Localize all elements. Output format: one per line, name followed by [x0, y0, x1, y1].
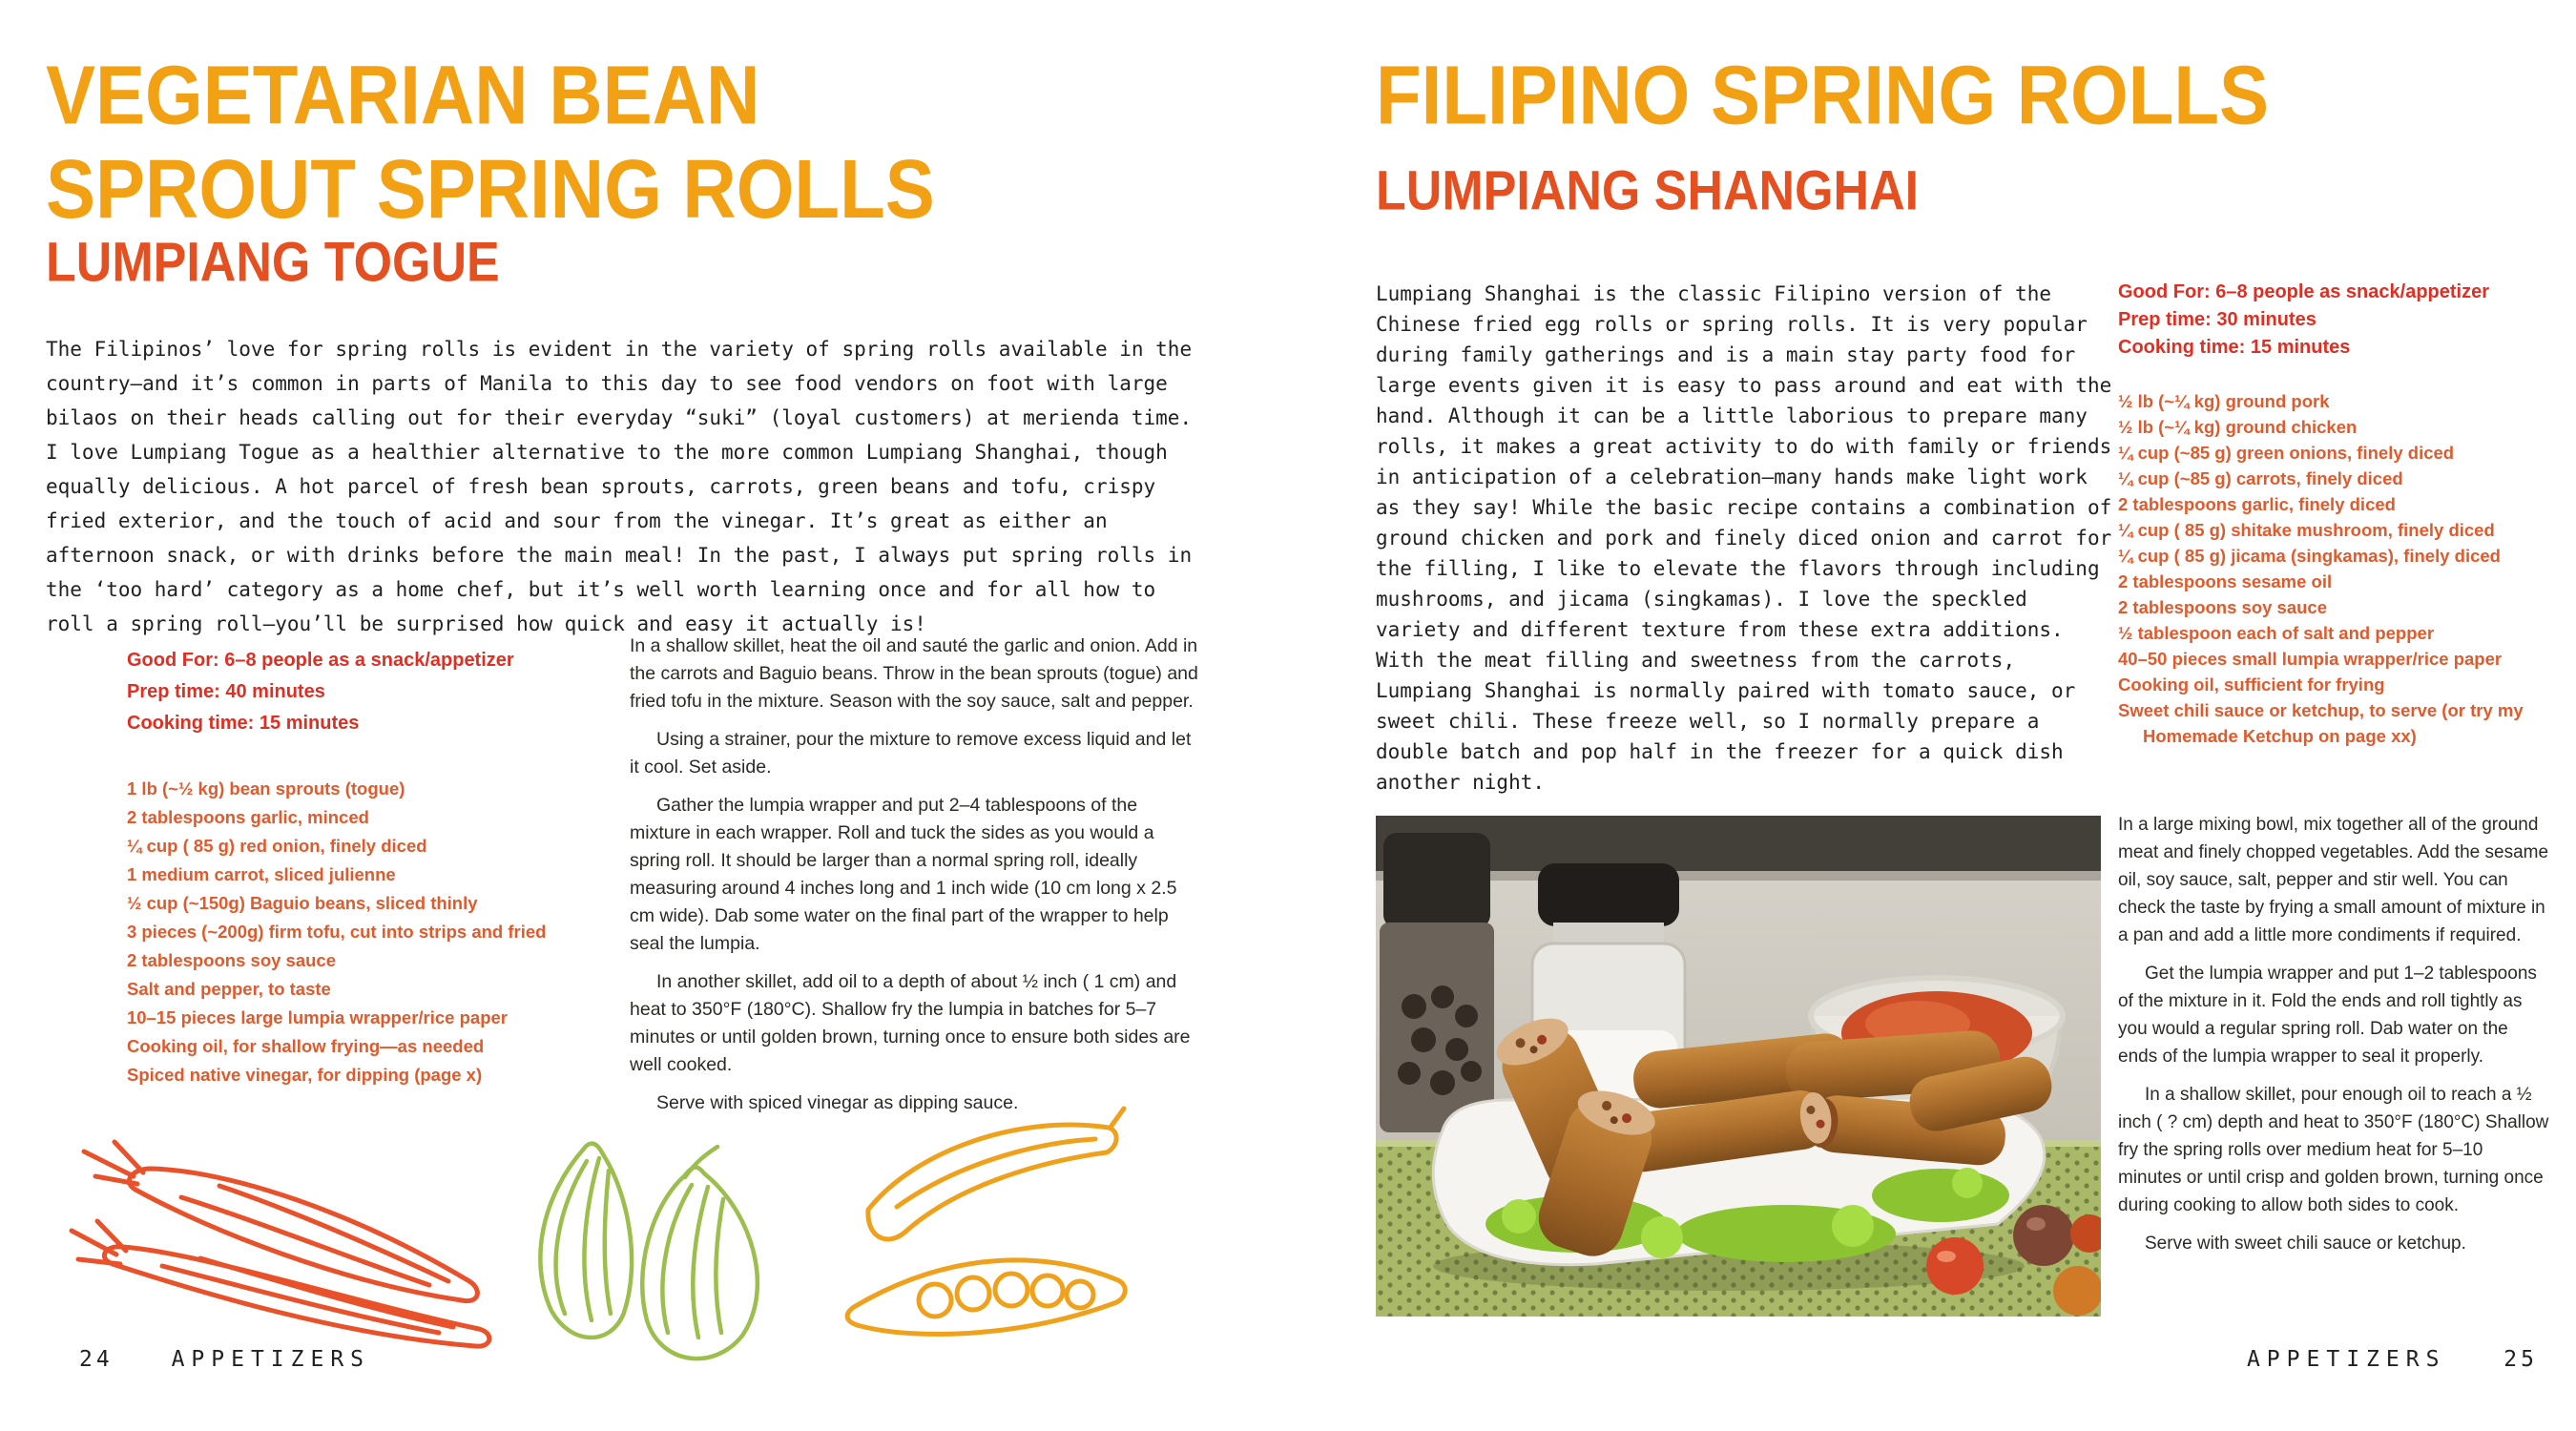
ingredient-item: 2 tablespoons garlic, finely diced: [2118, 494, 2396, 514]
right-page-title: FILIPINO SPRING ROLLS: [1376, 48, 2270, 142]
right-cooking-time: Cooking time: 15 minutes: [2118, 337, 2351, 358]
spring-rolls-photo: [1376, 816, 2101, 1317]
ingredient-item: 1 lb (~½ kg) bean sprouts (togue): [127, 778, 405, 798]
left-good-for: Good For: 6–8 people as a snack/appetizer: [127, 650, 514, 671]
pea-pods-illustration: [830, 1097, 1145, 1369]
ingredient-item: Cooking oil, sufficient for frying: [2118, 674, 2385, 695]
left-method-steps: [630, 633, 1202, 1128]
right-page-subtitle: LUMPIANG SHANGHAI: [1376, 160, 1920, 222]
ingredient-item: Sweet chili sauce or ketchup, to serve (or try my Homemade Ketchup on page xx): [2118, 700, 2524, 746]
ingredient-item: 3 pieces (~200g) firm tofu, cut into strips and fried: [127, 922, 547, 942]
onions-illustration: [496, 1118, 801, 1376]
ingredient-item: ½ lb (~¼ kg) ground chicken: [2118, 417, 2358, 437]
right-intro-paragraph: Lumpiang Shanghai is the classic Filipino version of the Chinese fried egg rolls or spring rolls. It is very popular during family gatherings and is a main stay party food for large events given it is easy to pass around and eat with the hand. Although it can be a little laborious to prepare many rolls, it makes a great activity to do with family or friends in anticipation of a celebration—many hands make light work as they say! While the basic recipe contains a combination of ground chicken and pork and finely diced onion and carrot for the filling, I like to elevate the flavors through including mushrooms, and jicama (singkamas). I love the speckled variety and different texture from these extra additions. With the meat filling and sweetness from the carrots, Lumpiang Shanghai is normally paired with tomato sauce, or sweet chili. These freeze well, so I normally prepare a double batch and pop half in the freezer for a quick dish another night.: [1376, 282, 2112, 794]
right-ingredient-list: [2118, 388, 2549, 749]
ingredient-item: ¼ cup ( 85 g) red onion, finely diced: [127, 836, 427, 856]
ingredient-item: ¼ cup ( 85 g) jicama (singkamas), finely diced: [2118, 546, 2501, 566]
right-recipe-info: [2118, 279, 2489, 362]
left-page-title: [46, 48, 935, 236]
method-paragraph: Serve with spiced vinegar as dipping sauce.: [656, 1092, 1019, 1113]
ingredient-item: Salt and pepper, to taste: [127, 979, 331, 999]
left-intro-paragraph: The Filipinos’ love for spring rolls is evident in the variety of spring rolls available in the country—and it’s common in parts of Manila to this day to see food vendors on foot with large bilaos on their heads calling out for their everyday “suki” (loyal customers) at merienda time. I love Lumpiang Togue as a healthier alternative to the more common Lumpiang Shanghai, though equally delicious. A hot parcel of fresh bean sprouts, carrots, green beans and tofu, crispy fried exterior, and the touch of acid and sour from the vinegar. It’s great as either an afternoon snack, or with drinks before the main meal! In the past, I always put spring rolls in the ‘too hard’ category as a home chef, but it’s well worth learning once and for all how to roll a spring roll—you’ll be surprised how quick and easy it actually is!: [46, 338, 1193, 635]
ingredient-item: 40–50 pieces small lumpia wrapper/rice paper: [2118, 649, 2503, 669]
ingredient-item: 1 medium carrot, sliced julienne: [127, 864, 396, 884]
ingredient-item: ¼ cup (~85 g) carrots, finely diced: [2118, 468, 2403, 488]
right-method-steps: [2118, 811, 2549, 1268]
left-page-number: 24: [79, 1347, 114, 1372]
method-paragraph: In another skillet, add oil to a depth of about ½ inch ( 1 cm) and heat to 350°F (180°C). Shallow fry the lumpia in batches for 5–7 minutes or until golden brown, turning once to ensure both sides are well cooked.: [630, 971, 1191, 1075]
left-page-subtitle: LUMPIANG TOGUE: [46, 232, 500, 294]
right-prep-time: Prep time: 30 minutes: [2118, 309, 2316, 330]
right-page-footer: [2099, 1347, 2538, 1372]
ingredient-item: 10–15 pieces large lumpia wrapper/rice paper: [127, 1007, 508, 1027]
ingredient-item: 2 tablespoons soy sauce: [2118, 597, 2328, 617]
ingredient-item: Cooking oil, for shallow frying—as needed: [127, 1036, 485, 1056]
ingredient-item: ½ lb (~¼ kg) ground pork: [2118, 391, 2330, 411]
left-title-line1: VEGETARIAN BEAN: [46, 48, 760, 142]
left-recipe-info: [127, 645, 514, 739]
ingredient-item: ½ tablespoon each of salt and pepper: [2118, 623, 2435, 643]
left-cooking-time: Cooking time: 15 minutes: [127, 713, 360, 734]
ingredient-item: 2 tablespoons soy sauce: [127, 950, 337, 970]
carrots-illustration: [38, 1130, 534, 1355]
ingredient-item: ¼ cup ( 85 g) shitake mushroom, finely diced: [2118, 520, 2495, 540]
ingredient-item: 2 tablespoons garlic, minced: [127, 807, 369, 827]
ingredient-item: 2 tablespoons sesame oil: [2118, 571, 2333, 591]
right-page-number: 25: [2503, 1347, 2538, 1372]
left-title-line2: SPROUT SPRING ROLLS: [46, 141, 935, 237]
ingredient-item: ½ cup (~150g) Baguio beans, sliced thinly: [127, 893, 478, 913]
method-paragraph: In a shallow skillet, heat the oil and sauté the garlic and onion. Add in the carrots and Baguio beans. Throw in the bean sprouts (togue) and fried tofu in the mixture. Season with the soy sauce, salt and pepper.: [630, 635, 1198, 712]
method-paragraph: In a large mixing bowl, mix together all of the ground meat and finely chopped vegetables. Add the sesame oil, soy sauce, salt, pepper and stir well. You can check the taste by frying a small amount of mixture in a pan and add a little more condiments if required.: [2118, 815, 2549, 945]
left-ingredient-list: [127, 775, 623, 1089]
ingredient-item: ¼ cup (~85 g) green onions, finely diced: [2118, 443, 2455, 463]
left-page-footer: [79, 1347, 370, 1372]
method-paragraph: Get the lumpia wrapper and put 1–2 tablespoons of the mixture in it. Fold the ends and roll tightly as you would a regular spring roll. Dab water on the ends of the lumpia wrapper to seal it properly.: [2118, 964, 2537, 1067]
method-paragraph: In a shallow skillet, pour enough oil to reach a ½ inch ( ? cm) depth and heat to 350°F (180°C) Shallow fry the spring rolls over medium heat for 5–10 minutes or until crisp and golden brown, turning once during cooking to allow both sides to cook.: [2118, 1085, 2549, 1215]
method-paragraph: Serve with sweet chili sauce or ketchup.: [2145, 1234, 2466, 1254]
method-paragraph: Gather the lumpia wrapper and put 2–4 tablespoons of the mixture in each wrapper. Roll and tuck the sides as you would a spring roll. It should be larger than a normal spring roll, ideally measuring around 4 inches long and 1 inch wide (10 cm long x 2.5 cm wide). Dab some water on the final part of the wrapper to help seal the lumpia.: [630, 795, 1177, 954]
right-good-for: Good For: 6–8 people as snack/appetizer: [2118, 281, 2490, 302]
left-section-label: APPETIZERS: [171, 1347, 371, 1372]
right-section-label: APPETIZERS: [2246, 1347, 2446, 1372]
method-paragraph: Using a strainer, pour the mixture to remove excess liquid and let it cool. Set aside.: [630, 729, 1192, 778]
ingredient-item: Spiced native vinegar, for dipping (page x): [127, 1065, 483, 1085]
pepper-grinder: [1380, 833, 1494, 1132]
left-prep-time: Prep time: 40 minutes: [127, 681, 325, 702]
